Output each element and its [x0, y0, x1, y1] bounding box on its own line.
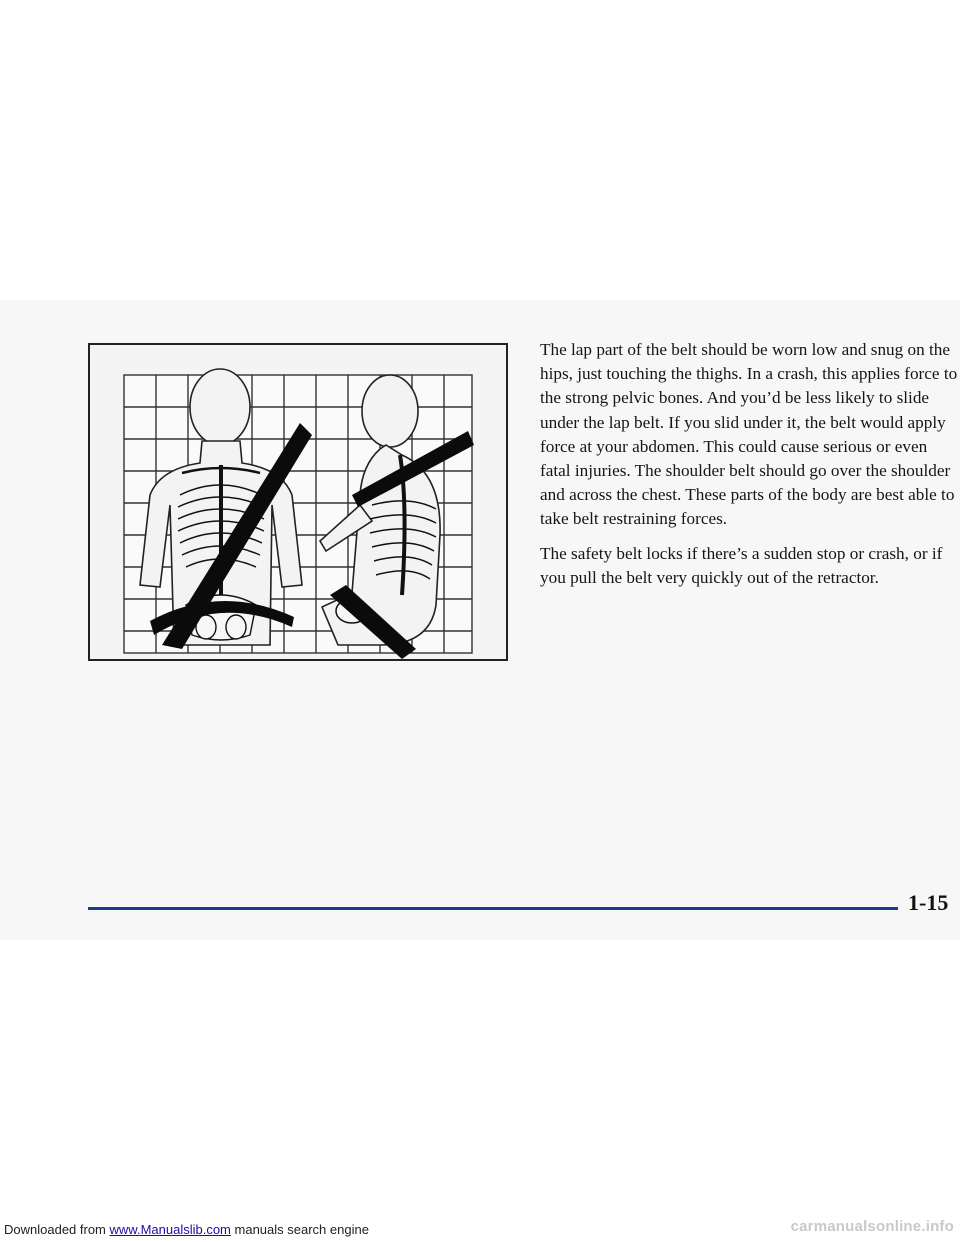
footer-rule — [88, 907, 898, 910]
watermark: carmanualsonline.info — [790, 1218, 954, 1235]
page-number: 1-15 — [908, 890, 949, 915]
download-suffix: manuals search engine — [234, 1222, 369, 1237]
manual-page — [0, 300, 960, 940]
body-text — [540, 338, 958, 600]
skeleton-safety-belt-illustration — [90, 345, 506, 659]
download-prefix: Downloaded from — [4, 1222, 106, 1237]
paragraph-belt-locks: The safety belt locks if there’s a sudden stop or crash, or if you pull the belt very quickly out of the retractor. — [540, 543, 943, 587]
safety-belt-figure — [88, 343, 508, 661]
download-credit — [4, 1222, 369, 1237]
paragraph-lap-belt: The lap part of the belt should be worn low and snug on the hips, just touching the thighs. In a crash, this applies force to the strong pelvic bones. And you’d be less likely to slide under the lap belt. If you slid under it, the belt would apply force at your abdomen. This could cause serious or even fatal injuries. The shoulder belt should go over the shoulder and across the chest. These parts of the body are best able to take belt restraining forces. — [540, 340, 958, 529]
manualslib-link[interactable]: www.Manualslib.com — [109, 1222, 231, 1237]
